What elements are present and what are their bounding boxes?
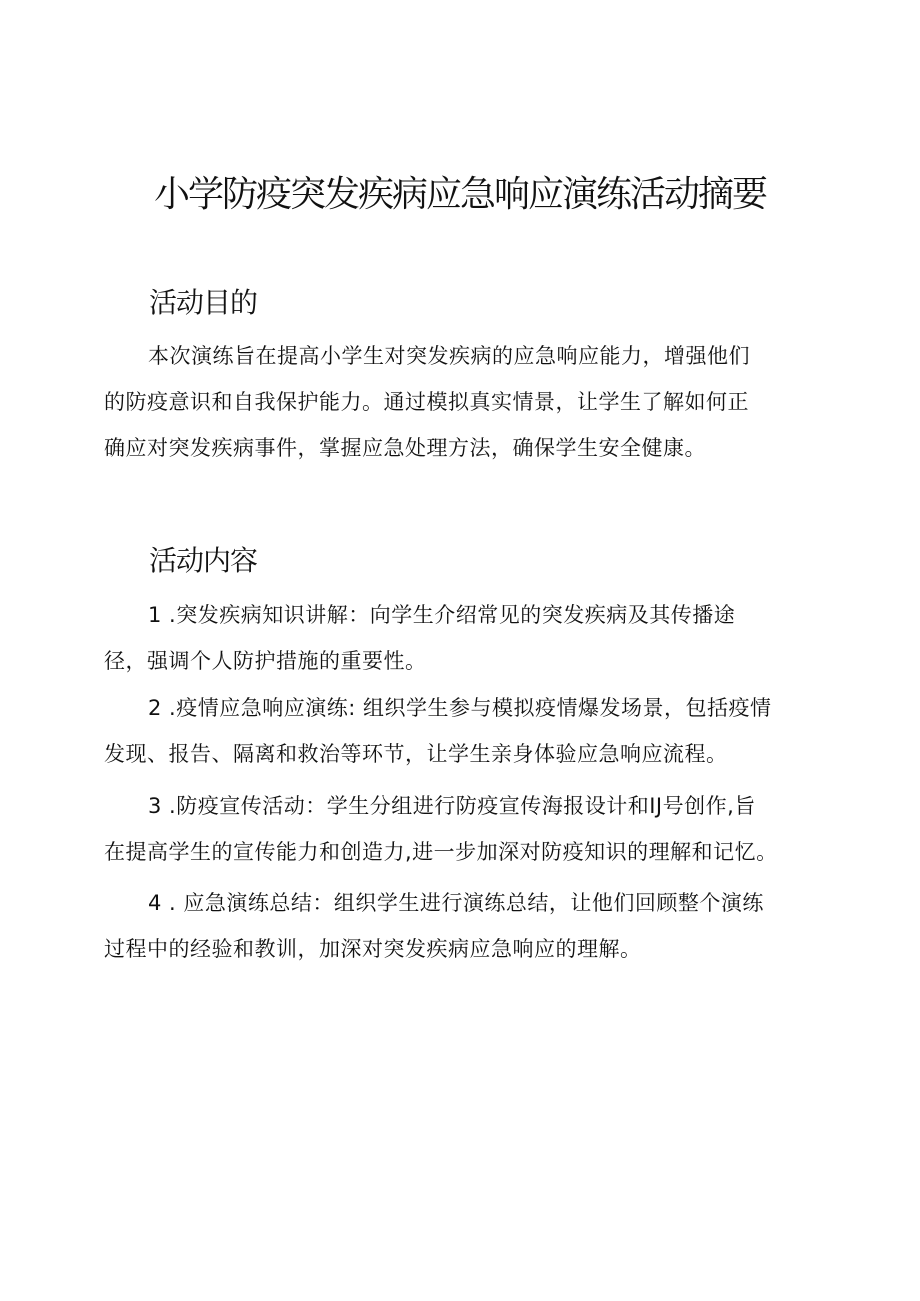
list-item-line: 径，强调个人防护措施的重要性。: [104, 649, 427, 673]
content-item-3: [104, 783, 820, 875]
content-item-1: [104, 592, 820, 684]
list-item-line: 发现、报告、隔离和救治等环节，让学生亲身体验应急响应流程。: [104, 742, 728, 766]
list-item-line: 4 . 应急演练总结：组织学生进行演练总结，让他们回顾整个演练: [148, 891, 764, 915]
content-item-2: [104, 685, 820, 777]
list-item-line: 2 .疫情应急响应演练: 组织学生参与模拟疫情爆发场景，包括疫情: [148, 696, 772, 720]
paragraph-line: 的防疫意识和自我保护能力。通过模拟真实情景，让学生了解如何正: [104, 390, 749, 414]
list-item-line: 在提高学生的宣传能力和创造力,进一步加深对防疫知识的理解和记忆。: [104, 840, 778, 864]
document-title: 小学防疫突发疾病应急响应演练活动摘要: [153, 174, 766, 215]
section-heading-purpose: 活动目的: [149, 286, 258, 319]
paragraph-line: 确应对突发疾病事件，掌握应急处理方法，确保学生安全健康。: [104, 436, 706, 460]
content-item-4: [104, 880, 820, 972]
purpose-paragraph: [104, 333, 820, 471]
section-heading-content: 活动内容: [149, 544, 258, 577]
paragraph-line: 本次演练旨在提高小学生对突发疾病的应急响应能力，增强他们: [148, 344, 750, 368]
list-item-line: 过程中的经验和教训，加深对突发疾病应急响应的理解。: [104, 937, 642, 961]
list-item-line: 3 .防疫宣传活动：学生分组进行防疫宣传海报设计和IJ号创作,旨: [148, 794, 756, 818]
list-item-line: 1 .突发疾病知识讲解：向学生介绍常见的突发疾病及其传播途: [148, 603, 736, 627]
